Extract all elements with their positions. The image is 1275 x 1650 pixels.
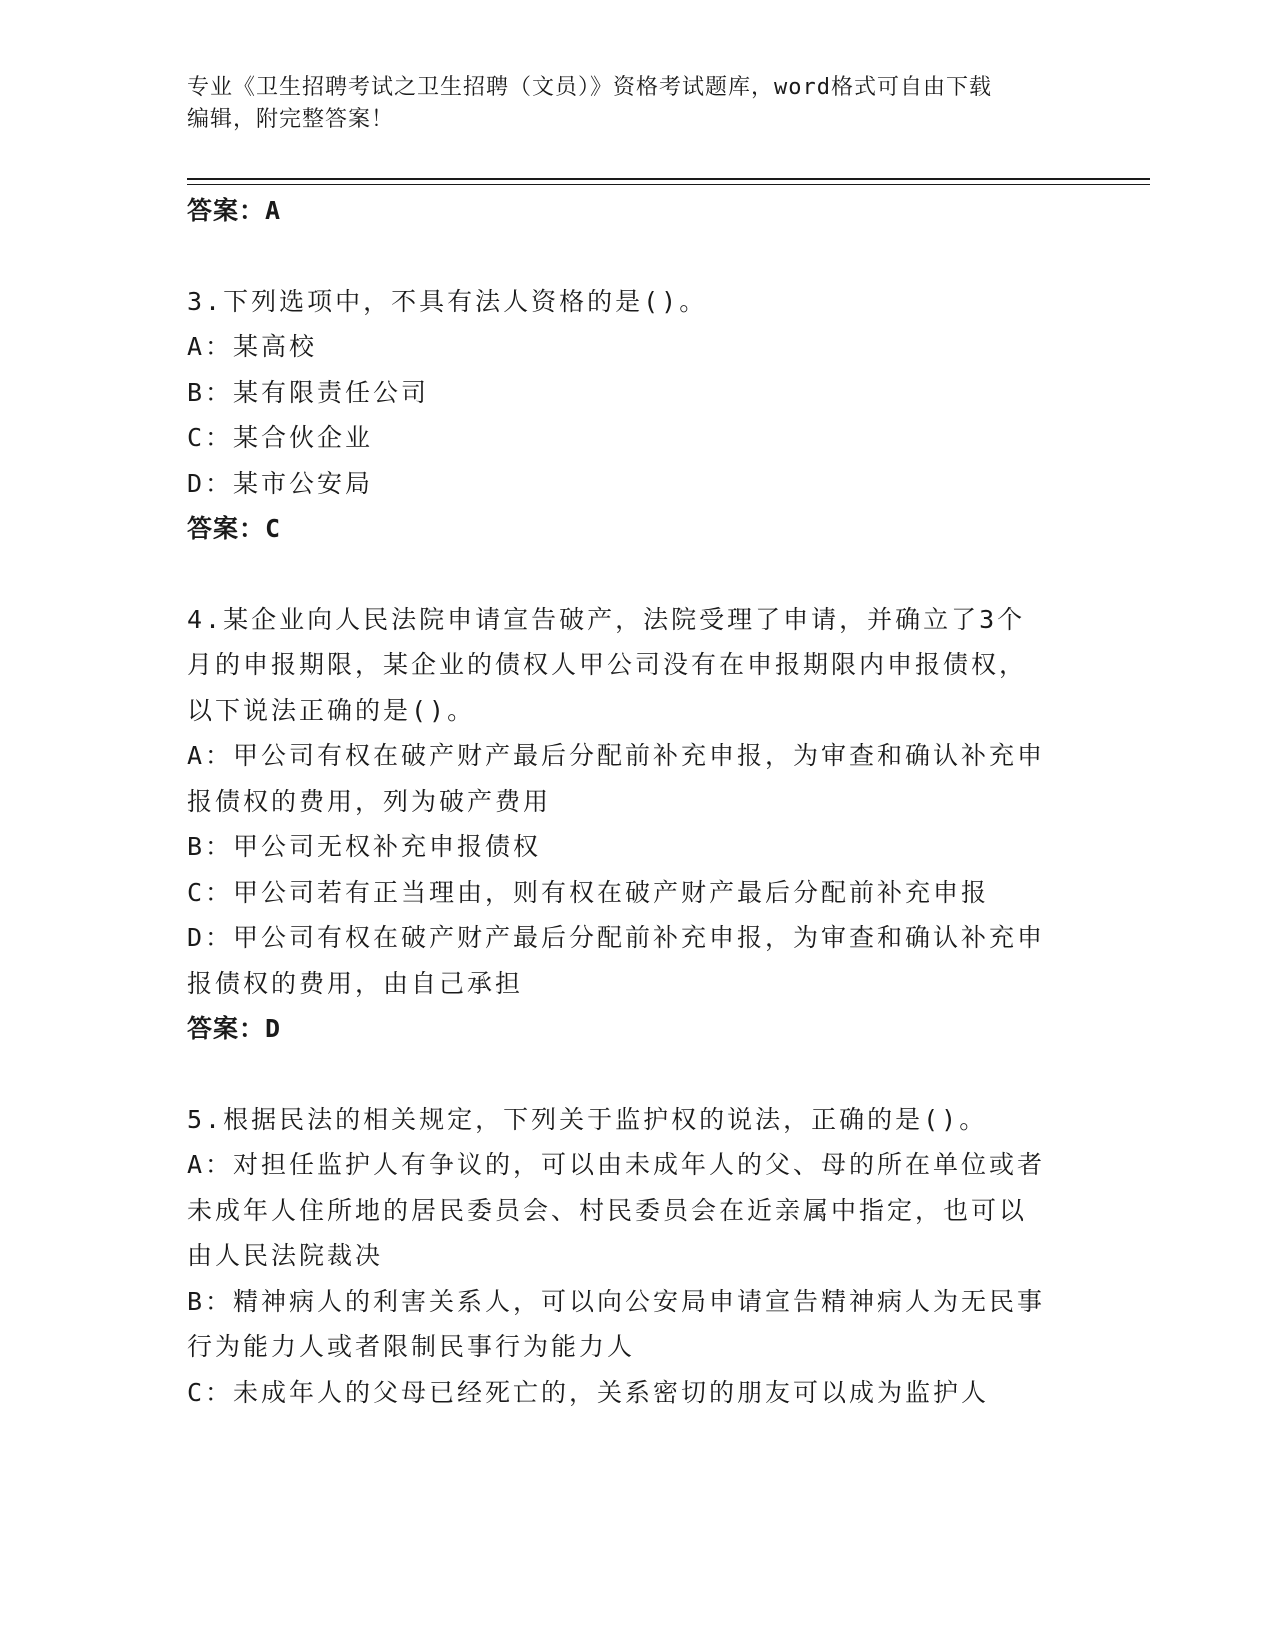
header-rule-thick: [187, 178, 1150, 180]
question-5-option-c: C：未成年人的父母已经死亡的，关系密切的朋友可以成为监护人: [187, 1377, 990, 1407]
question-4-stem-line-2: 月的申报期限，某企业的债权人甲公司没有在申报期限内申报债权，: [187, 650, 1028, 679]
question-5-option-a-line-2: 未成年人住所地的居民委员会、村民委员会在近亲属中指定，也可以: [187, 1195, 1028, 1225]
question-5-stem: 5.根据民法的相关规定，下列关于监护权的说法，正确的是()。: [187, 1104, 988, 1134]
question-4-option-a-line-1: A：甲公司有权在破产财产最后分配前补充申报，为审查和确认补充申: [187, 741, 1046, 770]
question-3-answer: 答案：C: [187, 514, 282, 543]
header-line-2: 编辑，附完整答案！: [187, 107, 395, 132]
question-3-option-b: B：某有限责任公司: [187, 377, 430, 407]
question-4-answer: 答案：D: [187, 1014, 282, 1043]
question-4-option-b: B：甲公司无权补充申报债权: [187, 832, 542, 861]
header-rule-thin: [187, 184, 1150, 185]
question-5-option-a-line-1: A：对担任监护人有争议的，可以由未成年人的父、母的所在单位或者: [187, 1150, 1046, 1179]
question-3-stem: 3.下列选项中，不具有法人资格的是()。: [187, 286, 708, 316]
question-3-option-d: D：某市公安局: [187, 468, 374, 498]
header-line-1: 专业《卫生招聘考试之卫生招聘（文员）》资格考试题库，word格式可自由下载: [187, 75, 992, 100]
answer-prev: 答案：A: [187, 196, 282, 225]
document-header: [187, 72, 1067, 136]
question-4-stem-line-3: 以下说法正确的是()。: [187, 695, 476, 725]
question-3-option-c: C：某合伙企业: [187, 423, 374, 452]
question-4-stem-line-1: 4.某企业向人民法院申请宣告破产，法院受理了申请，并确立了3个: [187, 604, 1026, 634]
question-5-option-a-line-3: 由人民法院裁决: [187, 1241, 384, 1270]
question-5-option-b-line-2: 行为能力人或者限制民事行为能力人: [187, 1332, 636, 1361]
document-body: [187, 188, 1067, 1415]
question-5-option-b-line-1: B：精神病人的利害关系人，可以向公安局申请宣告精神病人为无民事: [187, 1286, 1046, 1316]
question-4-option-d-line-1: D：甲公司有权在破产财产最后分配前补充申报，为审查和确认补充申: [187, 923, 1046, 952]
question-4-option-c: C：甲公司若有正当理由，则有权在破产财产最后分配前补充申报: [187, 877, 990, 907]
question-3-option-a: A：某高校: [187, 332, 318, 361]
question-4-option-d-line-2: 报债权的费用，由自己承担: [187, 968, 524, 998]
question-4-option-a-line-2: 报债权的费用，列为破产费用: [187, 786, 552, 816]
